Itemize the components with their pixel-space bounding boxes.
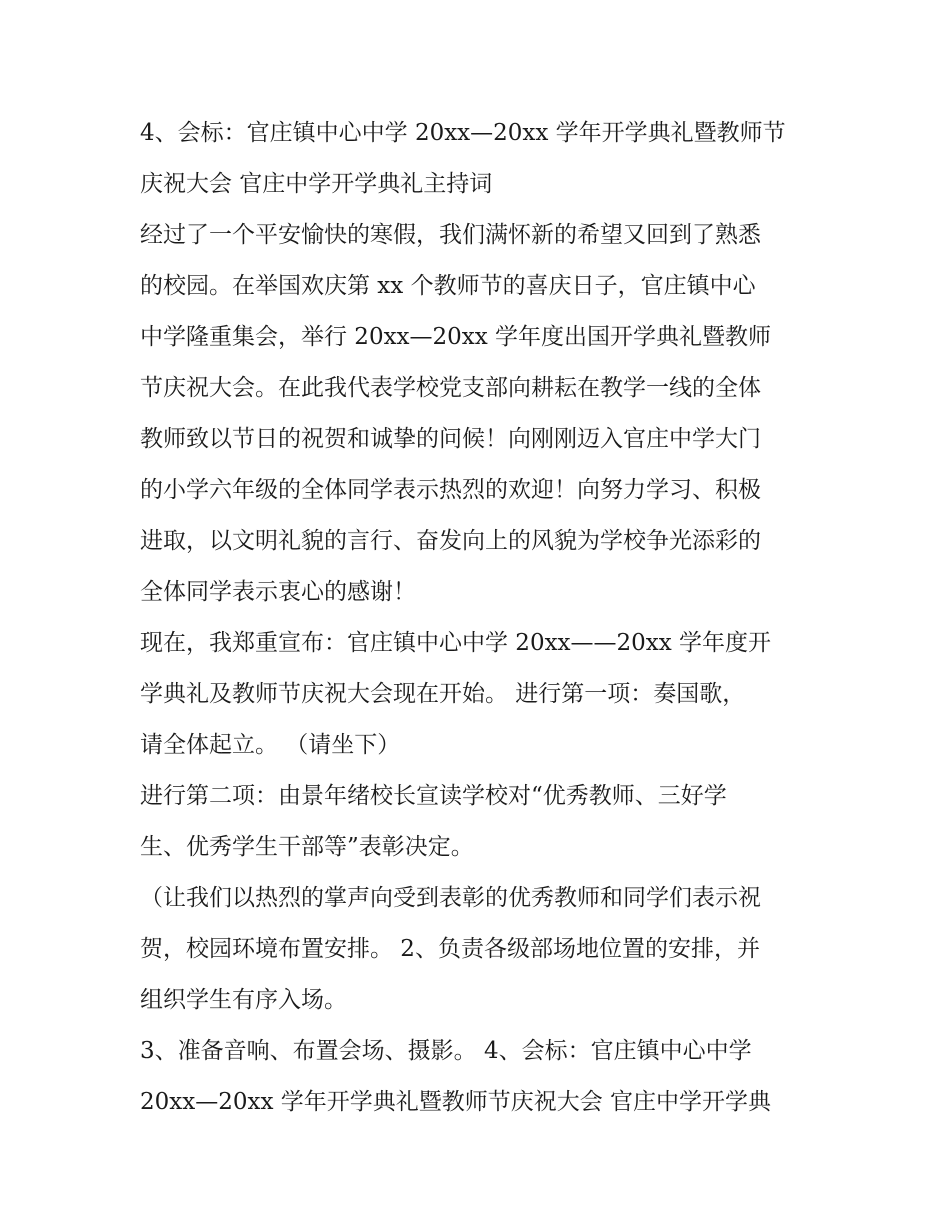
text-line: 经过了一个平安愉快的寒假，我们满怀新的希望又回到了熟悉 xyxy=(140,222,761,248)
text-line: 庆祝大会 官庄中学开学典礼主持词 xyxy=(140,171,493,197)
text-line: 组织学生有序入场。 xyxy=(140,987,347,1013)
text-line: 4、会标：官庄镇中心中学 20xx—20xx 学年开学典礼暨教师节 xyxy=(140,120,786,146)
text-line: 3、准备音响、布置会场、摄影。 4、会标：官庄镇中心中学 xyxy=(140,1038,752,1064)
text-line: 现在，我郑重宣布：官庄镇中心中学 20xx——20xx 学年度开 xyxy=(140,630,772,656)
text-line: 全体同学表示衷心的感谢！ xyxy=(140,579,416,605)
text-line: 生、优秀学生干部等”表彰决定。 xyxy=(140,834,474,860)
text-line: 的小学六年级的全体同学表示热烈的欢迎！向努力学习、积极 xyxy=(140,477,761,503)
document-body xyxy=(140,108,820,1128)
text-line: （让我们以热烈的掌声向受到表彰的优秀教师和同学们表示祝 xyxy=(140,885,761,911)
text-line: 教师致以节日的祝贺和诚挚的问候！向刚刚迈入官庄中学大门 xyxy=(140,426,761,452)
text-line: 进行第二项：由景年绪校长宣读学校对“优秀教师、三好学 xyxy=(140,783,727,809)
text-line: 中学隆重集会，举行 20xx—20xx 学年度出国开学典礼暨教师 xyxy=(140,324,772,350)
text-line: 学典礼及教师节庆祝大会现在开始。 进行第一项：奏国歌， xyxy=(140,681,746,707)
text-line: 请全体起立。 （请坐下） xyxy=(140,732,401,758)
text-line: 进取，以文明礼貌的言行、奋发向上的风貌为学校争光添彩的 xyxy=(140,528,761,554)
text-line: 20xx—20xx 学年开学典礼暨教师节庆祝大会 官庄中学开学典 xyxy=(140,1089,772,1115)
text-line: 贺，校园环境布置安排。 2、负责各级部场地位置的安排，并 xyxy=(140,936,760,962)
text-line: 的校园。在举国欢庆第 xx 个教师节的喜庆日子，官庄镇中心 xyxy=(140,273,756,299)
text-line: 节庆祝大会。在此我代表学校党支部向耕耘在教学一线的全体 xyxy=(140,375,761,401)
